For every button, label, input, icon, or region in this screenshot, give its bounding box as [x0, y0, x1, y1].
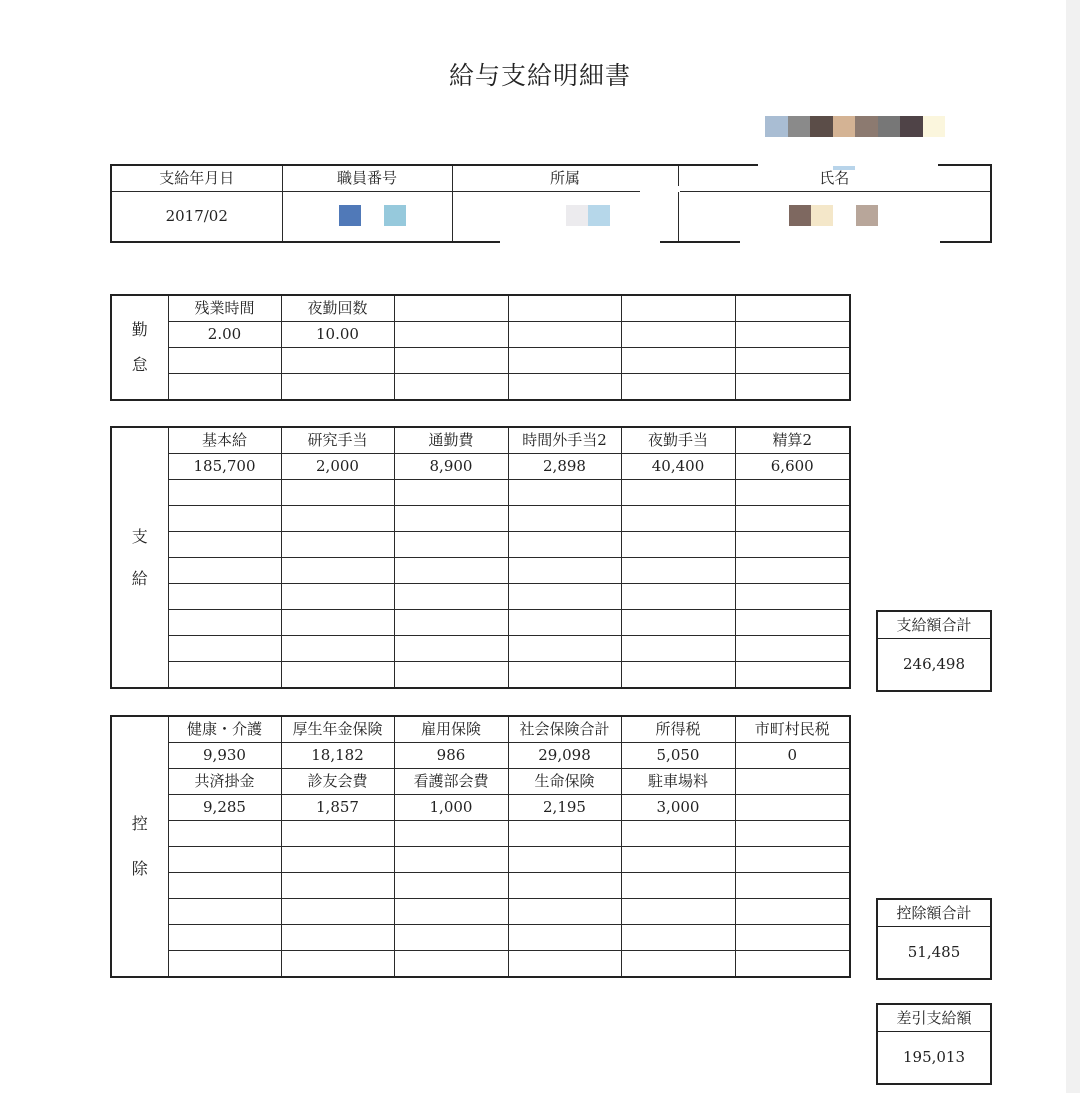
deduction-value: 18,182 [281, 743, 394, 769]
side-char: 給 [131, 568, 148, 588]
redacted-name-block [789, 205, 811, 226]
redacted-id-block [384, 205, 406, 226]
mosaic-cell [833, 116, 855, 137]
deduction-value: 3,000 [621, 795, 735, 821]
employee-header-table [110, 164, 992, 243]
redacted-dept-block [588, 205, 610, 226]
attendance-label [394, 295, 508, 322]
mosaic-cell [923, 116, 945, 137]
pay-date-value: 2017/02 [111, 192, 282, 243]
payment-label: 研究手当 [281, 427, 394, 454]
deduction-table [110, 715, 851, 978]
payment-label: 通勤費 [394, 427, 508, 454]
attendance-value [508, 322, 621, 348]
attendance-value [621, 322, 735, 348]
payment-label: 精算2 [735, 427, 850, 454]
deduction-value: 986 [394, 743, 508, 769]
redacted-name-block [811, 205, 833, 226]
mosaic-cell [855, 116, 878, 137]
empty-row [111, 821, 850, 847]
deduction-value: 9,285 [168, 795, 281, 821]
empty-row [111, 610, 850, 636]
redacted-dept-block [566, 205, 588, 226]
side-char: 勤 [131, 319, 148, 339]
empty-row [111, 925, 850, 951]
side-char: 控 [131, 813, 148, 833]
deduction-total-value: 51,485 [907, 943, 961, 961]
deduction-label: 診友会費 [281, 769, 394, 795]
mosaic-cell [788, 116, 810, 137]
deduction-value: 5,050 [621, 743, 735, 769]
redaction-erase [758, 160, 938, 166]
payment-total-box [876, 610, 992, 692]
payment-label: 夜勤手当 [621, 427, 735, 454]
attendance-value [735, 322, 850, 348]
empty-row [111, 662, 850, 689]
name-value [678, 192, 991, 243]
attendance-value: 2.00 [168, 322, 281, 348]
payment-total-label: 支給額合計 [878, 612, 990, 639]
attendance-label: 残業時間 [168, 295, 281, 322]
deduction-value: 29,098 [508, 743, 621, 769]
deduction-value: 9,930 [168, 743, 281, 769]
empty-row [111, 584, 850, 610]
deduction-total-box [876, 898, 992, 980]
employee-id-value [282, 192, 452, 243]
deduction-label: 社会保険合計 [508, 716, 621, 743]
deduction-label: 市町村民税 [735, 716, 850, 743]
page-edge [1066, 0, 1080, 1093]
redacted-id-block [339, 205, 361, 226]
empty-row [111, 480, 850, 506]
deduction-value [735, 795, 850, 821]
header-label-name: 氏名 [678, 165, 991, 192]
payment-label: 時間外手当2 [508, 427, 621, 454]
empty-row [111, 348, 850, 374]
payment-side-label [111, 427, 168, 688]
empty-row [111, 532, 850, 558]
header-label-pay-date: 支給年月日 [111, 165, 282, 192]
side-char: 支 [131, 526, 148, 546]
attendance-table [110, 294, 851, 401]
deduction-value: 1,000 [394, 795, 508, 821]
deduction-label: 共済掛金 [168, 769, 281, 795]
empty-row [111, 951, 850, 978]
redaction-erase [640, 186, 680, 192]
empty-row [111, 847, 850, 873]
deduction-label: 厚生年金保険 [281, 716, 394, 743]
department-value [452, 192, 678, 243]
payment-total-value: 246,498 [902, 655, 966, 673]
attendance-value [394, 322, 508, 348]
deduction-label [735, 769, 850, 795]
side-char: 除 [131, 859, 148, 879]
net-pay-box [876, 1003, 992, 1085]
payment-value: 2,898 [508, 454, 621, 480]
attendance-label: 夜勤回数 [281, 295, 394, 322]
empty-row [111, 636, 850, 662]
deduction-value: 1,857 [281, 795, 394, 821]
attendance-label [621, 295, 735, 322]
payment-value: 185,700 [168, 454, 281, 480]
attendance-value: 10.00 [281, 322, 394, 348]
net-pay-value: 195,013 [902, 1048, 966, 1066]
header-label-department: 所属 [452, 165, 678, 192]
attendance-side-label [111, 295, 168, 400]
redaction-erase [740, 240, 940, 245]
side-char: 怠 [131, 355, 148, 375]
mosaic-cell [765, 116, 788, 137]
payment-table [110, 426, 851, 689]
attendance-label [735, 295, 850, 322]
deduction-label: 雇用保険 [394, 716, 508, 743]
net-pay-label: 差引支給額 [878, 1005, 990, 1032]
deduction-label: 看護部会費 [394, 769, 508, 795]
payment-value: 6,600 [735, 454, 850, 480]
mosaic-cell [900, 116, 923, 137]
deduction-value: 2,195 [508, 795, 621, 821]
redacted-code-mosaic [765, 116, 945, 137]
payment-value: 2,000 [281, 454, 394, 480]
deduction-total-label: 控除額合計 [878, 900, 990, 927]
deduction-side-label [111, 716, 168, 977]
redacted-name-block [856, 205, 878, 226]
page-title: 給与支給明細書 [448, 61, 631, 90]
empty-row [111, 506, 850, 532]
deduction-value: 0 [735, 743, 850, 769]
empty-row [111, 558, 850, 584]
deduction-label: 健康・介護 [168, 716, 281, 743]
payment-value: 8,900 [394, 454, 508, 480]
attendance-label [508, 295, 621, 322]
mosaic-cell [878, 116, 900, 137]
payment-label: 基本給 [168, 427, 281, 454]
payment-value: 40,400 [621, 454, 735, 480]
mosaic-cell [810, 116, 833, 137]
empty-row [111, 899, 850, 925]
deduction-label: 駐車場料 [621, 769, 735, 795]
header-label-employee-id: 職員番号 [282, 165, 452, 192]
deduction-label: 生命保険 [508, 769, 621, 795]
empty-row [111, 873, 850, 899]
redaction-erase [500, 240, 660, 245]
empty-row [111, 374, 850, 401]
deduction-label: 所得税 [621, 716, 735, 743]
